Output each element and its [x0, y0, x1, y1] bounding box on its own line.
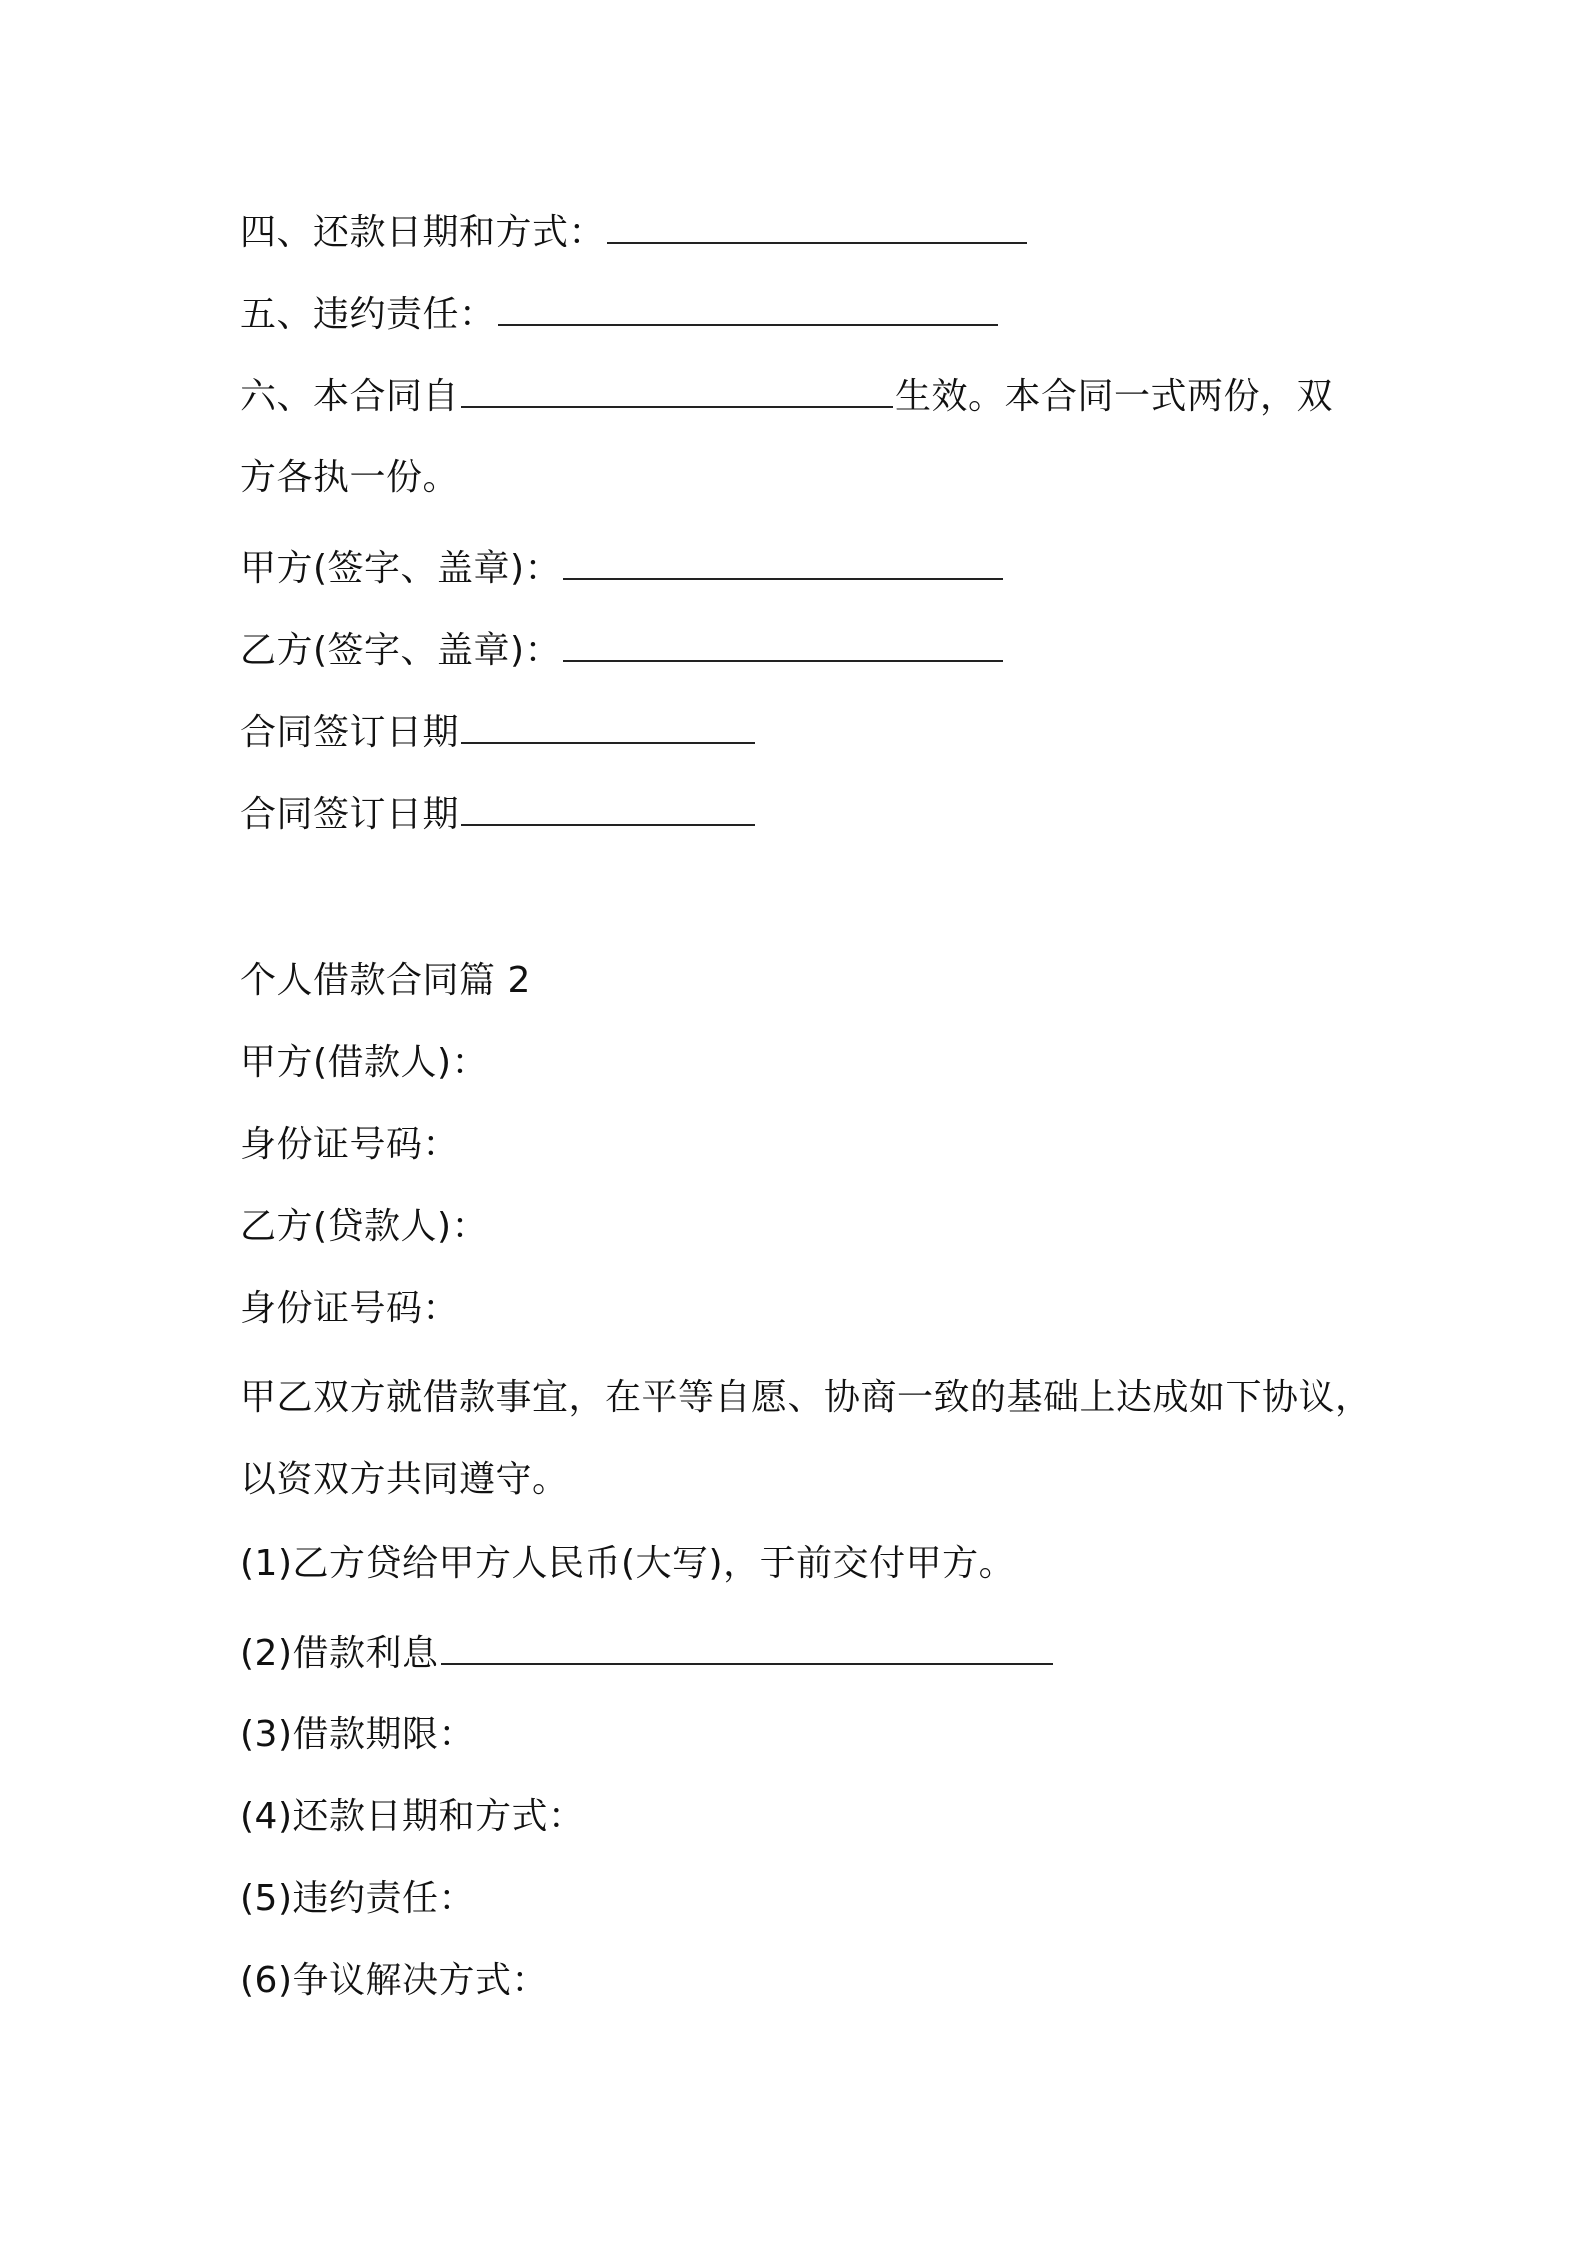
- clause-label: 五、违约责任：: [240, 294, 496, 335]
- fill-in-blank: [461, 708, 755, 744]
- clause-effective-date: [240, 372, 1333, 421]
- clause-loan-amount: (1)乙方贷给甲方人民币(大写)，于前交付甲方。: [240, 1543, 1016, 1584]
- party-b-lender: 乙方(贷款人)：: [240, 1206, 489, 1247]
- clause-prefix: 六、本合同自: [240, 376, 460, 417]
- date-label: 合同签订日期: [240, 712, 460, 753]
- signature-label: 甲方(签字、盖章)：: [240, 548, 562, 589]
- party-b-signature: [240, 626, 1005, 675]
- clause-suffix: 生效。本合同一式两份，双: [895, 376, 1334, 417]
- contract-sign-date: [240, 708, 757, 757]
- fill-in-blank: [498, 290, 998, 326]
- signature-label: 乙方(签字、盖章)：: [240, 630, 562, 671]
- clause-dispute-resolution: (6)争议解决方式：: [240, 1960, 548, 2001]
- fill-in-blank: [441, 1629, 1053, 1665]
- party-a-id-number: 身份证号码：: [240, 1124, 460, 1165]
- fill-in-blank: [563, 626, 1003, 662]
- party-a-signature: [240, 544, 1005, 593]
- clause-repayment-date: [240, 208, 1029, 257]
- agreement-intro-continuation: 以资双方共同遵守。: [240, 1459, 569, 1500]
- party-a-borrower: 甲方(借款人)：: [240, 1042, 489, 1083]
- fill-in-blank: [461, 372, 893, 408]
- agreement-intro: 甲乙双方就借款事宜，在平等自愿、协商一致的基础上达成如下协议，: [240, 1377, 1372, 1418]
- clause-repayment-method: (4)还款日期和方式：: [240, 1796, 585, 1837]
- clause-label: 四、还款日期和方式：: [240, 212, 606, 253]
- fill-in-blank: [563, 544, 1003, 580]
- contract-sign-date: [240, 790, 757, 839]
- fill-in-blank: [607, 208, 1027, 244]
- clause-breach: (5)违约责任：: [240, 1878, 475, 1919]
- section-title: 个人借款合同篇 2: [240, 960, 531, 1001]
- fill-in-blank: [461, 790, 755, 826]
- clause-label: (2)借款利息: [240, 1633, 439, 1674]
- clause-loan-interest: [240, 1629, 1055, 1678]
- clause-effective-continuation: 方各执一份。: [240, 457, 460, 498]
- date-label: 合同签订日期: [240, 794, 460, 835]
- clause-loan-term: (3)借款期限：: [240, 1714, 475, 1755]
- clause-breach-liability: [240, 290, 1000, 339]
- party-b-id-number: 身份证号码：: [240, 1288, 460, 1329]
